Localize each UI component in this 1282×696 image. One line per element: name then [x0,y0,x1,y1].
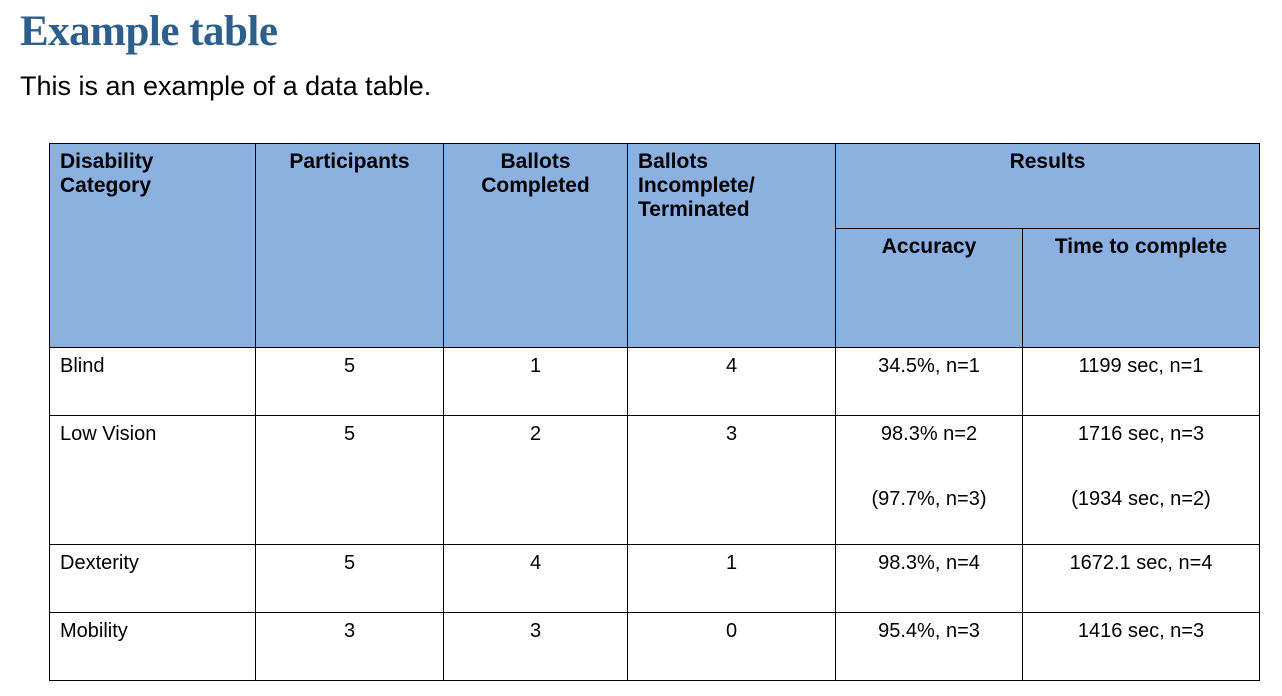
cell-time-secondary: (1934 sec, n=2) [1071,488,1211,510]
cell-accuracy-primary: 95.4%, n=3 [878,620,980,642]
cell-time-primary: 1716 sec, n=3 [1077,423,1205,445]
cell-ballots-completed: 4 [444,545,628,613]
cell-accuracy [836,613,1023,681]
cell-category: Low Vision [50,416,256,545]
cell-accuracy [836,545,1023,613]
cell-participants: 5 [256,545,444,613]
cell-ballots-completed: 1 [444,348,628,416]
data-table-container [49,143,1259,681]
column-header-accuracy: Accuracy [836,229,1023,348]
table-row [50,416,1260,545]
cell-ballots-incomplete: 1 [628,545,836,613]
cell-accuracy [836,416,1023,545]
table-row [50,348,1260,416]
cell-time [1023,613,1260,681]
cell-ballots-completed: 2 [444,416,628,545]
column-group-header-results: Results [836,144,1260,229]
cell-accuracy-secondary: (97.7%, n=3) [871,488,987,510]
cell-ballots-incomplete: 4 [628,348,836,416]
column-header-ballots-completed: Ballots Completed [444,144,628,348]
column-header-ballots-incomplete-terminated: Ballots Incomplete/ Terminated [628,144,836,348]
cell-ballots-completed: 3 [444,613,628,681]
data-table [49,143,1260,681]
cell-category: Mobility [50,613,256,681]
table-row [50,545,1260,613]
cell-participants: 5 [256,416,444,545]
cell-accuracy-primary: 98.3% n=2 [880,423,978,445]
table-header-row-1 [50,144,1260,229]
cell-time [1023,416,1260,545]
cell-accuracy-primary: 98.3%, n=4 [878,552,980,574]
cell-time [1023,545,1260,613]
column-header-disability-category: Disability Category [50,144,256,348]
cell-time-primary: 1416 sec, n=3 [1077,620,1205,642]
page-subtitle: This is an example of a data table. [20,71,432,101]
cell-ballots-incomplete: 3 [628,416,836,545]
cell-category: Blind [50,348,256,416]
page-title: Example table [20,8,278,55]
cell-time-primary: 1672.1 sec, n=4 [1069,552,1213,574]
table-body [50,348,1260,681]
cell-time-primary: 1199 sec, n=1 [1078,355,1204,377]
cell-participants: 5 [256,348,444,416]
column-header-participants: Participants [256,144,444,348]
cell-ballots-incomplete: 0 [628,613,836,681]
cell-participants: 3 [256,613,444,681]
cell-accuracy [836,348,1023,416]
table-row [50,613,1260,681]
cell-accuracy-primary: 34.5%, n=1 [878,355,980,377]
table-header [50,144,1260,348]
column-header-time-to-complete: Time to complete [1023,229,1260,348]
cell-category: Dexterity [50,545,256,613]
cell-time [1023,348,1260,416]
